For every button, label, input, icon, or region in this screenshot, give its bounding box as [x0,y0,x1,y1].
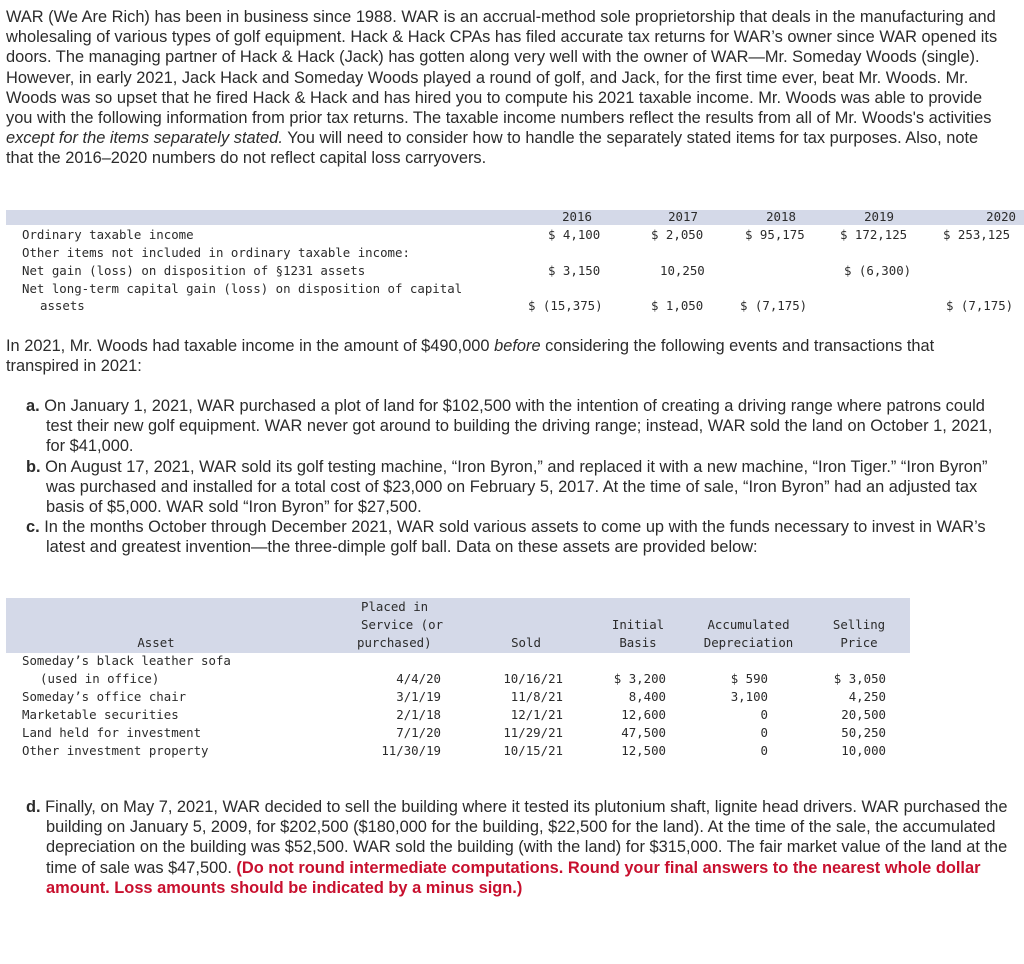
mid-text-end: considering the following events and transactions that transpired in 2021: [6,337,935,376]
cell: 2/1/18 [396,707,441,722]
list-item [26,396,996,457]
cell: $ 3,200 [613,671,666,686]
cell: $ 4,100 [548,227,601,242]
cell: 4/4/20 [396,671,441,686]
table-row-asset: Land held for investment [22,725,202,740]
cell: $ 95,175 [745,227,805,242]
cell: $ 172,125 [840,227,908,242]
table-row-asset: Someday’s office chair [22,689,187,704]
year-header-2018: 2018 [766,209,796,224]
item-label: c. [26,518,40,537]
header-price-2: Price [840,635,878,650]
item-label: d. [26,798,41,816]
cell: 11/30/19 [381,743,441,758]
header-basis-1: Initial [611,617,665,632]
cell: 0 [760,725,768,740]
asset-sales-table [6,598,912,760]
cell: 11/29/21 [503,725,563,740]
year-header-2016: 2016 [562,209,592,224]
table-row-asset: Marketable securities [22,707,179,722]
cell: $ 590 [730,671,768,686]
row-label-1231: Net gain (loss) on disposition of §1231 assets [22,263,366,278]
cell: 10,250 [660,263,705,278]
row-label-ltcg-cont: assets [40,298,85,313]
cell: 50,250 [841,725,886,740]
item-d-paragraph [26,797,1021,898]
row-label-ordinary: Ordinary taxable income [22,227,194,242]
intro-text-end: You will need to consider how to handle the separately stated items for tax purposes. Also, note that the 2016–2020 numbers do not reflect capital loss carryovers. [6,129,979,168]
instruction-text: (Do not round intermediate computations. Round your final answers to the nearest whole dollar amount. Loss amounts should be indicated by a minus sign.) [46,858,981,897]
cell: 3,100 [730,689,768,704]
header-basis-2: Basis [619,635,657,650]
cell: 12,500 [621,743,666,758]
item-text: On August 17, 2021, WAR sold its golf testing machine, “Iron Byron,” and replaced it with a new machine, “Iron Tiger.” “Iron Byron” was purchased and installed for a total cost of $23,000 on February 5, 2017. At the time of sale, “Iron Byron” had an adjusted tax basis of $5,000. WAR sold “Iron Byron” for $27,500. [45,457,988,517]
intro-text: WAR (We Are Rich) has been in business since 1988. WAR is an accrual-method sole proprietorship that deals in the manufacturing and wholesaling of various types of golf equipment. Hack & Hack CPAs has filed accurate tax returns for WAR’s owner since WAR opened its doors. The managing partner of Hack & Hack (Jack) has gotten along very well with the owner of WAR—Mr. Someday Woods (single). However, in early 2021, Jack Hack and Someday Woods played a round of golf, and Jack, for the first time ever, beat Mr. Woods. Mr. Woods was so upset that he fired Hack & Hack and has hired you to compute his 2021 taxable income. Mr. Woods was able to provide you with the following information from prior tax returns. The taxable income numbers reflect the results from all of Mr. Woods's activities [6,8,998,128]
cell: 0 [760,743,768,758]
header-depr-1: Accumulated [707,617,790,632]
events-list [26,396,996,558]
header-asset: Asset [137,635,175,650]
cell: $ 2,050 [651,227,704,242]
mid-italic: before [494,337,541,355]
cell: 12/1/21 [510,707,563,722]
cell: $ 3,050 [833,671,886,686]
mid-text: In 2021, Mr. Woods had taxable income in the amount of $490,000 [6,337,495,355]
item-label: b. [26,457,41,476]
item-text: Finally, on May 7, 2021, WAR decided to sell the building where it tested its plutonium shaft, lignite head drivers. WAR purchased the building on January 5, 2009, for $202,500 ($180,000 for the building, $22,500 for the land). At the time of the sale, the accumulated depreciation on the building was $52,500. WAR sold the building (with the land) for $315,000. The fair market value of the land at the time of sale was $47,500. [45,798,1008,877]
item-label: a. [26,397,40,415]
intro-paragraph [6,7,1006,169]
header-placed-2: Service (or [361,617,444,632]
cell: 11/8/21 [510,689,563,704]
cell: $ 253,125 [943,227,1011,242]
prior-years-table [6,210,1024,320]
cell: 7/1/20 [396,725,441,740]
list-item [26,517,996,557]
item-text: In the months October through December 2021, WAR sold various assets to come up with the funds necessary to invest in WAR’s latest and greatest invention—the three-dimple golf ball. Data on these assets are provided below: [44,518,986,557]
table-row-asset-cont: (used in office) [40,671,160,686]
cell: 3/1/19 [396,689,441,704]
cell: $ (7,175) [740,298,808,313]
cell: 47,500 [621,725,666,740]
cell: $ (6,300) [844,263,912,278]
cell: 10/16/21 [503,671,563,686]
cell: $ 1,050 [651,298,704,313]
cell: 12,600 [621,707,666,722]
taxable-income-paragraph [6,336,1006,376]
cell: $ (15,375) [528,298,603,313]
cell: 20,500 [841,707,886,722]
header-sold: Sold [511,635,541,650]
item-text: On January 1, 2021, WAR purchased a plot of land for $102,500 with the intention of creating a driving range where patrons could test their new golf equipment. WAR never got around to building the driving range; instead, WAR sold the land on October 1, 2021, for $41,000. [44,397,993,456]
year-header-2019: 2019 [864,209,894,224]
cell: 0 [760,707,768,722]
cell: 10/15/21 [503,743,563,758]
header-placed-1: Placed in [361,599,429,614]
header-placed-3: purchased) [357,635,432,650]
cell: 10,000 [841,743,886,758]
cell: $ 3,150 [548,263,601,278]
cell: 8,400 [628,689,666,704]
row-label-ltcg: Net long-term capital gain (loss) on disposition of capital [22,281,463,296]
cell: $ (7,175) [946,298,1014,313]
list-item [26,457,996,518]
year-header-2017: 2017 [668,209,698,224]
table-row-asset: Other investment property [22,743,209,758]
row-label-other-items: Other items not included in ordinary taxable income: [22,245,410,260]
intro-italic: except for the items separately stated. [6,129,283,148]
header-depr-2: Depreciation [703,635,794,650]
cell: 4,250 [848,689,886,704]
header-price-1: Selling [832,617,886,632]
table-row-asset: Someday’s black leather sofa [22,653,231,668]
year-header-2020: 2020 [986,209,1016,224]
